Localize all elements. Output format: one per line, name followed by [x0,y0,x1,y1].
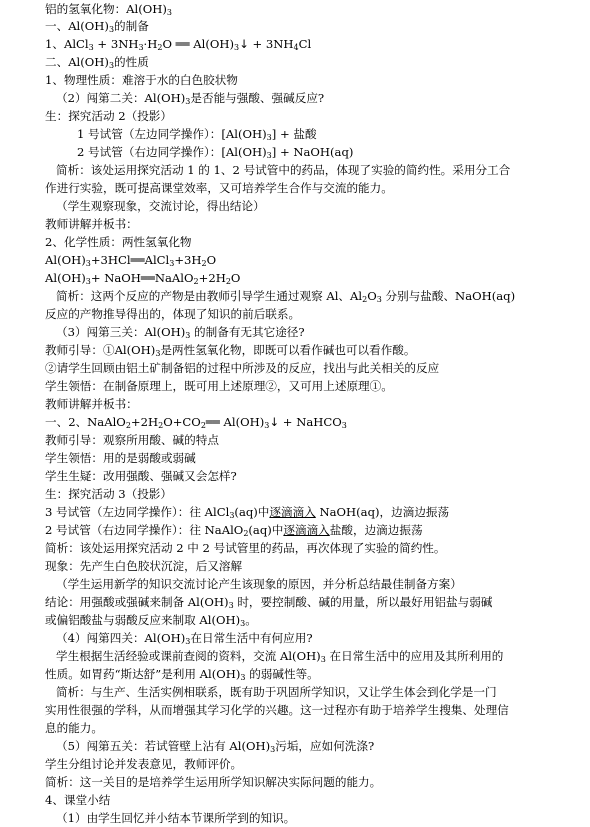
text-line [45,539,446,557]
text-segment: （学生观察现象，交流讨论，得出结论） [56,199,265,213]
text-segment: +2H [198,271,226,285]
subscript: 3 [266,151,272,160]
subscript: 2 [225,277,231,286]
text-line [56,575,462,593]
subscript: 3 [185,97,191,106]
text-segment: +2H [130,415,159,429]
text-segment: 盐酸，边滴边振荡 [329,523,423,537]
precipitate-arrow: ↓ [239,37,249,51]
text-line [45,485,172,503]
text-line [45,17,149,35]
text-segment: 教师引导：观察所用酸、碱的特点 [45,433,219,447]
subscript: 3 [169,259,175,268]
text-segment: 2 号试管（右边同学操作）：[Al(OH) [77,145,267,159]
text-segment: 学生生疑：改用强酸、强碱又会怎样? [45,469,237,483]
text-segment: 简析：与生产、生活实例相联系，既有助于巩固所学知识，又让学生体会到化学是一门 [56,685,497,699]
subscript: 2 [193,277,199,286]
subscript: 2 [157,43,163,52]
subscript: 3 [341,421,347,430]
text-segment: 二、Al(OH) [45,55,109,69]
text-line [45,359,439,377]
text-segment: 生：探究活动 3（投影） [45,487,172,501]
text-segment: 1 号试管（左边同学操作）：[Al(OH) [77,127,267,141]
subscript: 3 [240,673,246,682]
text-line [56,737,374,755]
subscript: 3 [376,295,382,304]
text-segment: 学生领悟：在制备原理上，既可用上述原理②，又可用上述原理①。 [45,379,393,393]
text-segment: ] + NaOH(aq) [271,145,354,159]
text-segment: 。 [245,613,257,627]
text-line [56,287,515,305]
subscript: 3 [264,421,270,430]
text-segment: 的弱碱性等。 [245,667,319,681]
text-segment: + 3NH [248,37,294,51]
text-segment: + 3NH [93,37,139,51]
text-line [45,413,347,431]
text-line [45,305,300,323]
text-segment: 结论：用强酸或强碱来制备 Al(OH) [45,595,229,609]
subscript: 3 [234,43,240,52]
text-segment: （4）闯第四关：Al(OH) [56,631,186,645]
subscript: 3 [266,133,272,142]
text-segment: （5）闯第五关：若试管壁上沾有 Al(OH) [56,739,271,753]
text-segment: 在日常生活中的应用及其所利用的 [325,649,504,663]
text-line [56,89,324,107]
text-segment: 的制备 [114,19,149,33]
text-segment: ·H [143,37,158,51]
text-segment: 4、课堂小结 [45,793,111,807]
text-line [56,323,305,341]
text-segment: O+CO [163,415,201,429]
text-line [45,377,393,395]
text-segment: 的制备有无其它途径? [190,325,305,339]
text-segment: 铝的氢氧化物：Al(OH) [45,2,167,16]
text-line [45,521,423,539]
subscript: 2 [125,421,131,430]
text-segment: (aq)中 [248,523,284,537]
text-segment: 2 号试管（右边同学操作）：往 NaAlO [45,523,244,537]
text-segment: 是两性氢氧化物，即既可以看作碱也可以看作酸。 [160,343,416,357]
text-segment: + NaOH══NaAlO [90,271,194,285]
text-line [45,503,449,521]
text-segment: 1、物理性质：难溶于水的白色胶状物 [45,73,238,87]
text-line [56,683,497,701]
text-segment: +3HCl══AlCl [90,253,170,267]
text-segment: (aq)中 [234,505,270,519]
subscript: 4 [293,43,299,52]
subscript: 2 [158,421,164,430]
text-line [77,143,353,161]
text-segment: Al(OH) [45,253,86,267]
text-line [56,629,313,647]
text-segment: 3 号试管（左边同学操作）：往 AlCl [45,505,230,519]
subscript: 3 [270,745,276,754]
text-segment: 简析：该处运用探究活动 1 的 1、2 号试管中的药品，体现了实验的简约性。采用分工合 [56,163,511,177]
text-segment: 简析：该处运用探究活动 2 中 2 号试管里的药品，再次体现了实验的简约性。 [45,541,446,555]
text-line [45,107,172,125]
subscript: 3 [88,43,94,52]
subscript: 3 [185,637,191,646]
subscript: 3 [85,259,91,268]
text-line [45,665,319,683]
text-line [45,233,192,251]
text-line [45,215,138,233]
text-segment: 逐滴滴入 [269,505,316,519]
text-segment: ══ Al(OH) [205,415,265,429]
text-segment: （3）闯第三关：Al(OH) [56,325,186,339]
text-segment: 或偏铝酸盐与弱酸反应来制取 Al(OH) [45,613,241,627]
text-segment: ②请学生回顾由铝土矿制备铝的过程中所涉及的反应，找出与此关相关的反应 [45,361,440,375]
text-line [45,773,381,791]
text-line [45,611,257,629]
text-segment: 时，要控制酸、碱的用量，所以最好用铝盐与弱碱 [233,595,493,609]
text-segment: （1）由学生回忆并小结本节课所学到的知识。 [56,811,296,825]
subscript: 3 [240,619,246,628]
text-line [45,251,216,269]
text-line [45,179,393,197]
text-segment: NaOH(aq)，边滴边振荡 [315,505,450,519]
subscript: 3 [229,511,235,520]
text-segment: 学生根据生活经验或课前查阅的资料，交流 Al(OH) [56,649,321,663]
text-segment: 逐滴滴入 [283,523,330,537]
text-segment: 的性质 [114,55,149,69]
subscript: 3 [108,61,115,70]
text-segment: 简析：这一关目的是培养学生运用所学知识解决实际问题的能力。 [45,775,382,789]
text-segment: 在日常生活中有何应用? [190,631,313,645]
subscript: 2 [201,259,207,268]
text-segment: 实用性很强的学科，从而增强其学习化学的兴趣。这一过程亦有助于培养学生搜集、处理信 [45,703,509,717]
text-segment: 教师讲解并板书： [45,217,138,231]
text-segment: +3H [174,253,202,267]
text-line [45,791,110,809]
text-segment: 污垢，应如何洗涤? [275,739,375,753]
text-line [45,701,509,719]
text-line [45,0,172,18]
text-segment: O [367,289,377,303]
text-line [45,449,196,467]
text-segment: 学生分组讨论并发表意见，教师评价。 [45,757,243,771]
text-segment: （2）闯第二关：Al(OH) [56,91,186,105]
text-segment: 学生领悟：用的是弱酸或弱碱 [45,451,196,465]
text-segment: 教师讲解并板书： [45,397,138,411]
text-segment: 现象：先产生白色胶状沉淀，后又溶解 [45,559,243,573]
text-segment: 息的能力。 [45,721,103,735]
subscript: 2 [362,295,368,304]
precipitate-arrow: ↓ [269,415,280,429]
subscript: 3 [228,601,234,610]
text-line [56,161,510,179]
subscript: 3 [85,277,91,286]
text-line [45,341,415,359]
text-segment: Al(OH) [45,271,86,285]
text-segment: 一、Al(OH) [45,19,109,33]
text-segment: 分别与盐酸、NaOH(aq) [381,289,516,303]
text-segment: ] + 盐酸 [271,127,317,141]
text-line [45,71,238,89]
text-line [45,719,103,737]
text-segment: Cl [298,37,312,51]
text-line [56,197,265,215]
text-segment: （学生运用新学的知识交流讨论产生该现象的原因，并分析总结最佳制备方案） [56,577,462,591]
text-segment: 反应的产物推导得出的，体现了知识的前后联系。 [45,307,301,321]
text-line [45,431,219,449]
text-line [45,557,242,575]
text-segment: 简析：这两个反应的产物是由教师引导学生通过观察 Al、Al [56,289,363,303]
subscript: 3 [108,25,115,34]
text-segment: O ══ Al(OH) [162,37,235,51]
text-line [45,35,311,53]
text-line [56,647,503,665]
text-segment: 生：探究活动 2（投影） [45,109,172,123]
text-segment: 性质。如胃药“斯达舒”是利用 Al(OH) [45,667,241,681]
text-segment: O [206,253,217,267]
subscript: 3 [320,655,326,664]
text-line [45,269,240,287]
text-line [45,395,138,413]
text-segment: 作进行实验，既可提高课堂效率，又可培养学生合作与交流的能力。 [45,181,393,195]
text-segment: 一、2、NaAlO [45,415,126,429]
subscript: 3 [138,43,144,52]
subscript: 3 [166,8,172,17]
text-segment: + NaHCO [279,415,342,429]
text-line [77,125,317,143]
text-segment: 1、AlCl [45,37,89,51]
text-line [45,53,149,71]
subscript: 2 [243,529,249,538]
text-line [45,755,242,773]
text-line [45,467,237,485]
text-line [56,809,295,827]
subscript: 2 [200,421,206,430]
text-segment: O [230,271,241,285]
text-segment: 教师引导：①Al(OH) [45,343,156,357]
text-segment: 2、化学性质：两性氢氧化物 [45,235,192,249]
text-line [45,593,492,611]
subscript: 3 [185,331,191,340]
subscript: 3 [155,349,161,358]
text-segment: 是否能与强酸、强碱反应? [190,91,325,105]
